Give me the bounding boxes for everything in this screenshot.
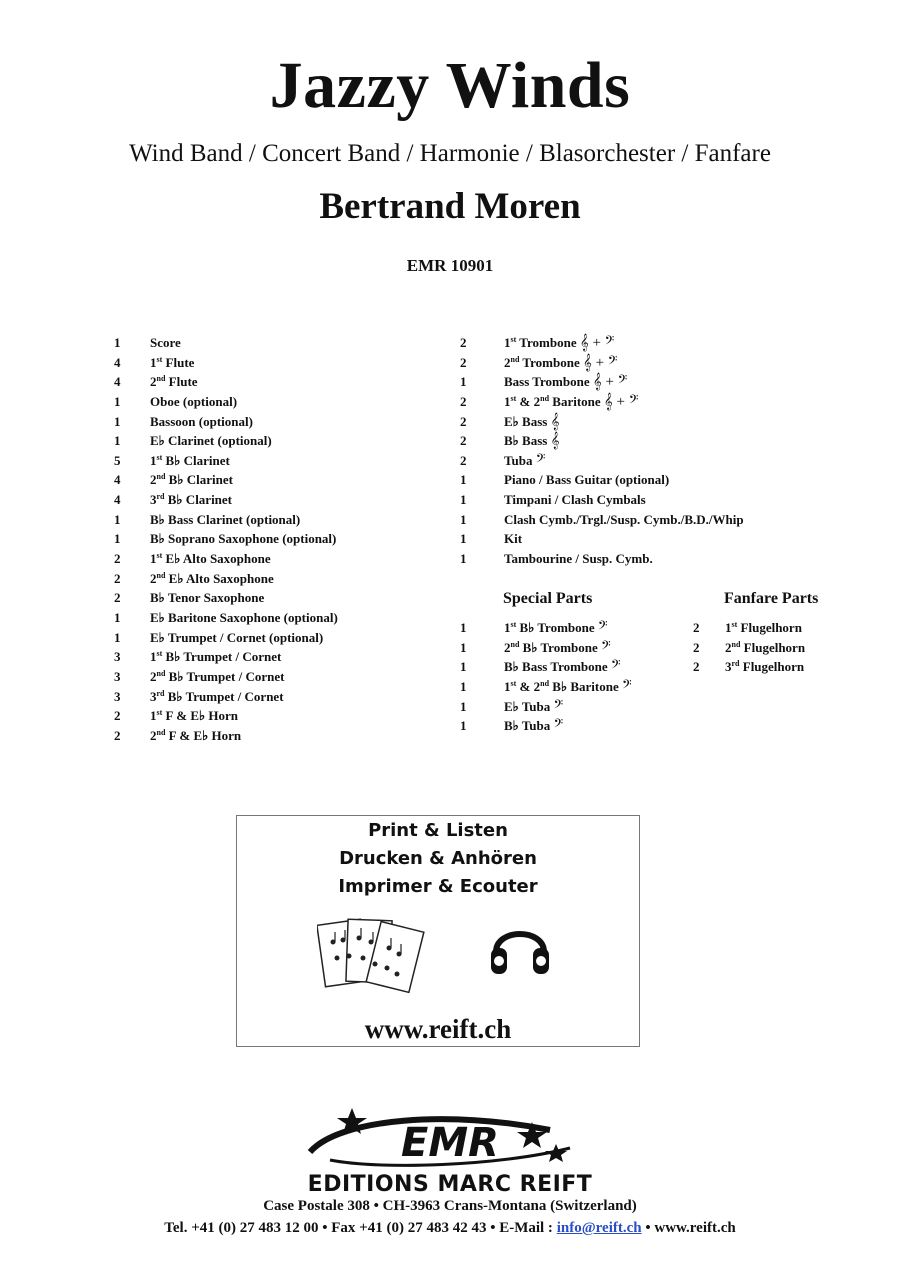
clef-icon: 𝄢 [535,452,546,469]
part-row [460,638,690,658]
clef-icon: 𝄢 [553,718,564,735]
part-row [460,618,690,638]
part-ordinal: 2 [150,374,157,390]
part-ordinal: 3 [150,492,157,508]
clef-icon: 𝄞 + 𝄢 [592,374,628,391]
page-title: Jazzy Winds [269,49,631,122]
part-row [114,549,454,569]
part-quantity: 1 [114,393,121,409]
promo-line-german: Drucken & Anhören [339,848,537,869]
part-quantity: 1 [460,511,467,527]
part-name [504,716,563,737]
part-name [150,647,281,667]
ordinal-suffix: nd [510,639,520,649]
part-ordinal: 1 [504,678,511,694]
part-name [725,638,805,658]
part-row [460,549,800,569]
clef-icon: 𝄢 [610,659,621,676]
part-label: B♭ Trombone [516,620,595,635]
logo-text: EMR [401,1120,499,1166]
part-label: E♭ Alto Saxophone [162,551,271,567]
part-row [460,431,800,451]
part-row [114,353,454,373]
clef-icon: 𝄢 [597,620,608,636]
ordinal-suffix: st [156,354,163,364]
clef-icon: 𝄞 [550,433,560,450]
clef-icon: 𝄞 + 𝄢 [582,354,618,371]
part-quantity: 1 [114,335,121,350]
part-row [114,687,454,707]
promo-website-link[interactable]: www.reift.ch [364,1014,512,1044]
part-row [114,392,454,412]
part-row [114,451,454,471]
part-name [150,431,272,451]
special-parts-heading: Special Parts [503,590,593,607]
part-name [150,392,237,412]
part-label: B♭ Baritone [549,678,619,694]
ordinal-suffix: st [156,649,163,659]
part-name [150,470,233,490]
promo-line-english: Print & Listen [368,820,508,841]
part-row [114,412,454,432]
part-name [150,412,253,432]
part-label: Trombone [516,335,577,350]
clef-icon: 𝄢 [621,678,632,695]
part-quantity: 3 [114,649,121,665]
clef-icon: 𝄞 + 𝄢 [603,393,639,410]
part-name [504,697,563,718]
part-row [460,657,690,677]
part-row [114,490,454,510]
part-label: Tambourine / Susp. Cymb. [504,551,653,567]
part-name [504,431,559,452]
part-quantity: 1 [460,374,467,390]
part-row [460,677,690,697]
part-label: F & E♭ Horn [162,708,238,724]
ordinal-suffix: st [510,678,517,688]
part-quantity: 2 [460,433,467,449]
clef-icon: 𝄢 [553,698,564,715]
part-name [150,490,232,510]
part-quantity: 1 [114,413,121,429]
part-label: Flugelhorn [739,659,805,675]
part-label: B♭ Trumpet / Cornet [164,688,284,704]
part-name [504,392,638,413]
ordinal-suffix: nd [731,639,741,649]
part-row [460,372,800,392]
part-row [114,529,454,549]
part-quantity: 2 [460,354,467,370]
clef-icon: 𝄢 [601,639,611,656]
part-quantity: 4 [114,492,121,508]
part-label: F & E♭ Horn [165,727,242,743]
part-name [504,490,646,510]
part-label: B♭ Bass Clarinet (optional) [150,511,301,527]
ordinal-suffix: st [156,708,163,718]
part-quantity: 2 [114,727,121,743]
part-quantity: 1 [460,551,467,567]
ordinal-suffix: nd [510,354,520,364]
part-row [460,529,800,549]
part-label: Score [150,335,181,350]
part-quantity: 2 [114,570,121,586]
part-name [150,588,264,608]
part-quantity: 1 [114,433,121,449]
part-label: Kit [504,531,523,547]
part-ordinal: 1 [150,452,157,468]
part-row [114,569,454,589]
part-name [150,569,274,589]
part-ordinal: 1 [504,393,511,409]
part-label: B♭ Bass [504,433,548,449]
part-quantity: 1 [460,492,467,508]
part-quantity: 4 [114,374,121,390]
part-ordinal: 3 [150,688,157,704]
part-label: Timpani / Clash Cymbals [504,492,646,508]
part-label: B♭ Trombone [519,639,598,655]
fanfare-parts-list [693,618,873,677]
part-row [460,716,690,736]
ensemble-subtitle: Wind Band / Concert Band / Harmonie / Blasorchester / Fanfare [129,140,771,167]
parts-list-left [114,333,454,745]
ordinal-suffix: st [731,620,738,629]
ordinal-suffix: nd [540,393,550,403]
part-label: & 2 [516,678,541,694]
part-quantity: 2 [114,551,121,567]
part-row [114,667,454,687]
part-name [150,549,271,569]
part-label: B♭ Trumpet / Cornet [165,668,285,684]
email-link[interactable]: info@reift.ch [556,1220,642,1236]
part-quantity: 1 [460,639,467,655]
part-name [150,706,238,726]
part-label: B♭ Trumpet / Cornet [162,649,282,665]
part-label: Trombone [519,354,580,370]
ordinal-suffix: nd [156,472,166,482]
print-listen-box [236,815,640,1047]
ordinal-suffix: nd [156,374,166,384]
part-row [114,588,454,608]
part-label: Bassoon (optional) [150,413,253,429]
sheet-music-icon [317,912,427,1002]
part-ordinal: 2 [150,727,157,743]
part-name [504,470,669,490]
part-row [460,353,800,373]
part-row [460,392,800,412]
special-parts-list [460,618,690,736]
part-ordinal: 1 [150,649,157,665]
part-label: B♭ Tuba [504,718,551,734]
clef-icon: 𝄞 + 𝄢 [579,335,615,351]
part-label: E♭ Bass [504,413,548,429]
part-row [460,697,690,717]
part-name [504,451,545,472]
part-name [150,529,336,549]
part-row [460,490,800,510]
part-row [114,510,454,530]
ordinal-suffix: st [156,551,163,561]
part-name [150,687,284,707]
emr-logo [300,1100,600,1180]
part-row [114,333,454,353]
part-ordinal: 2 [504,639,511,655]
part-ordinal: 2 [504,354,511,370]
part-name [150,451,230,471]
part-quantity: 1 [114,629,121,645]
composer-name: Bertrand Moren [319,186,581,227]
part-quantity: 2 [460,393,467,409]
part-row [460,510,800,530]
clef-icon: 𝄞 [550,413,560,430]
part-row [114,647,454,667]
part-name [504,353,617,374]
part-row [114,431,454,451]
contact-phone-fax: Tel. +41 (0) 27 483 12 00 • Fax +41 (0) 27 483 42 43 • E-Mail : [164,1220,557,1236]
part-name [504,677,632,698]
ordinal-suffix: st [510,393,517,403]
ordinal-suffix: rd [731,659,740,669]
part-name [504,412,559,433]
part-name [725,618,802,638]
part-quantity: 1 [460,620,467,635]
part-name [150,510,300,530]
part-label: Tuba [504,452,533,468]
part-row [114,706,454,726]
part-row [114,372,454,392]
part-quantity: 2 [114,708,121,724]
publisher-contact [0,1220,900,1237]
publisher-name: EDITIONS MARC REIFT [307,1172,593,1197]
part-row [114,628,454,648]
part-label: B♭ Tenor Saxophone [150,590,265,606]
part-name [725,657,804,677]
part-label: B♭ Bass Trombone [504,659,608,675]
part-ordinal: 2 [150,472,157,488]
part-label: B♭ Clarinet [165,472,233,488]
part-label: Bass Trombone [504,374,590,390]
part-name [150,353,194,373]
part-quantity: 1 [114,511,121,527]
parts-list-right [460,333,800,569]
fanfare-parts-heading: Fanfare Parts [724,590,819,607]
part-label: & 2 [516,393,541,409]
part-name [504,549,653,569]
part-quantity: 3 [114,668,121,684]
part-quantity: 2 [114,590,121,606]
ordinal-suffix: st [510,620,517,629]
part-label: Flute [162,354,195,370]
promo-line-french: Imprimer & Ecouter [338,876,538,897]
part-name [150,667,284,687]
part-label: B♭ Clarinet [162,452,230,468]
part-quantity: 4 [114,354,121,370]
part-quantity: 1 [460,678,467,694]
part-ordinal: 1 [504,335,511,350]
part-label: E♭ Clarinet (optional) [150,433,272,449]
part-label: Flugelhorn [740,639,806,655]
part-ordinal: 2 [725,639,732,655]
ordinal-suffix: rd [156,492,165,502]
ordinal-suffix: nd [156,570,166,580]
part-ordinal: 1 [150,551,157,567]
part-quantity: 5 [114,452,121,468]
contact-website: • www.reift.ch [641,1220,736,1236]
part-quantity: 2 [460,335,467,350]
part-name [504,529,522,549]
part-name [150,628,323,648]
part-name [504,333,614,354]
part-ordinal: 1 [504,620,511,635]
catalog-number: EMR 10901 [406,256,494,275]
part-label: E♭ Tuba [504,698,551,714]
part-ordinal: 1 [150,354,157,370]
part-quantity: 2 [693,639,700,655]
part-ordinal: 3 [725,659,732,675]
part-name [504,618,608,639]
part-label: Piano / Bass Guitar (optional) [504,472,670,488]
part-row [114,470,454,490]
part-quantity: 1 [460,698,467,714]
part-quantity: 3 [114,688,121,704]
part-name [504,372,627,393]
part-ordinal: 2 [150,570,157,586]
part-quantity: 1 [460,472,467,488]
part-name [504,657,621,678]
ordinal-suffix: nd [540,678,550,688]
part-quantity: 2 [693,620,700,635]
part-label: Flugelhorn [737,620,802,635]
part-quantity: 1 [460,659,467,675]
part-row [460,470,800,490]
part-row [114,608,454,628]
part-name [150,333,181,353]
ordinal-suffix: rd [156,688,165,698]
part-label: B♭ Clarinet [164,492,233,508]
part-label: B♭ Soprano Saxophone (optional) [150,531,337,547]
part-quantity: 2 [460,413,467,429]
part-label: Clash Cymb./Trgl./Susp. Cymb./B.D./Whip [504,511,744,527]
part-row [693,638,873,658]
part-row [693,657,873,677]
part-name [150,372,198,392]
part-label: Oboe (optional) [150,393,238,409]
part-quantity: 1 [460,531,467,547]
part-quantity: 1 [114,609,121,625]
part-ordinal: 1 [150,708,157,724]
part-label: Flute [165,374,198,390]
part-quantity: 2 [693,659,700,675]
part-row [693,618,873,638]
ordinal-suffix: nd [156,727,166,737]
part-row [460,333,800,353]
publisher-address: Case Postale 308 • CH-3963 Crans-Montana (Switzerland) [263,1198,637,1214]
part-label: E♭ Alto Saxophone [165,570,274,586]
part-label: E♭ Trumpet / Cornet (optional) [150,629,324,645]
ordinal-suffix: st [156,452,163,462]
part-row [460,451,800,471]
headphones-icon [487,914,553,980]
part-label: Baritone [549,393,601,409]
part-quantity: 4 [114,472,121,488]
part-quantity: 1 [460,718,467,734]
part-label: E♭ Baritone Saxophone (optional) [150,609,338,625]
ordinal-suffix: nd [156,668,166,678]
part-ordinal: 1 [725,620,732,635]
part-row [460,412,800,432]
part-row [114,726,454,746]
part-name [504,510,744,530]
part-ordinal: 2 [150,668,157,684]
ordinal-suffix: st [510,335,517,344]
part-quantity: 1 [114,531,121,547]
part-quantity: 2 [460,452,467,468]
part-name [504,638,611,659]
part-name [150,726,241,746]
part-name [150,608,338,628]
